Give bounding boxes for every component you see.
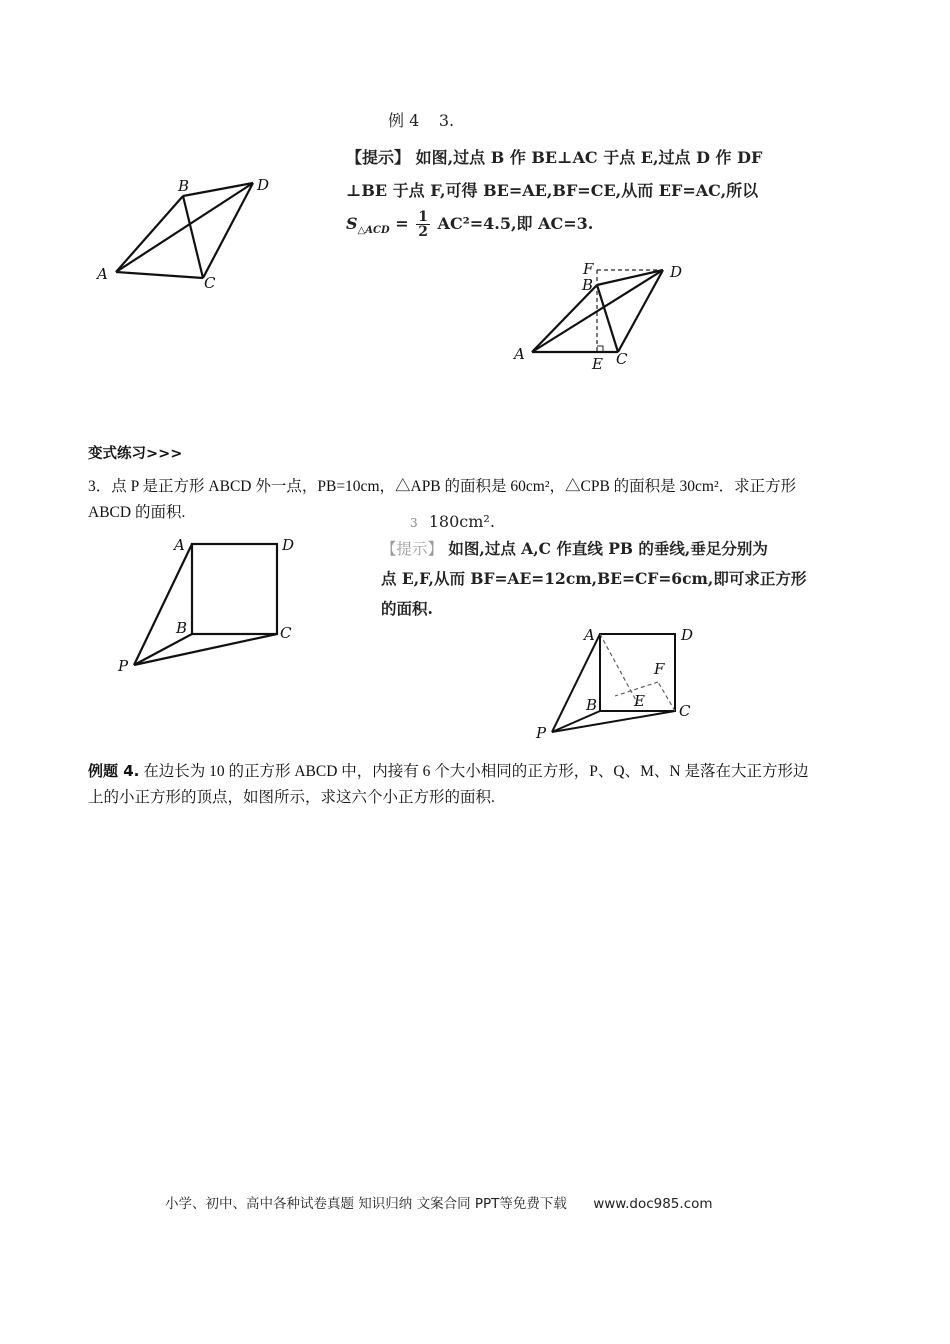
fig4-label-d: D (681, 626, 694, 644)
figure-square-perpendiculars (530, 622, 710, 744)
fig4-label-e: E (634, 692, 645, 710)
example5-label: 例题 4. (88, 762, 140, 780)
fig2-label-c: C (616, 350, 628, 368)
variation-problem-line1: 3．点 P 是正方形 ABCD 外一点，PB=10cm，△APB 的面积是 60cm²，△CPB 的面积是 30cm²．求正方形 (88, 478, 797, 495)
fig3-label-b: B (176, 619, 188, 637)
page-footer (165, 1192, 713, 1212)
variation-hint-line3: 的面积. (381, 599, 433, 618)
fig4-label-f: F (654, 660, 665, 678)
fig2-label-f: F (583, 260, 594, 278)
variation-hint-text1: 如图,过点 A,C 作直线 PB 的垂线,垂足分别为 (448, 539, 768, 558)
fig2-label-b: B (582, 276, 594, 294)
example5-line1 (88, 758, 878, 785)
example4-hint (346, 141, 866, 247)
fig2-label-d: D (670, 263, 683, 281)
example4-hint-text1: 如图,过点 B 作 BE⊥AC 于点 E,过点 D 作 DF (415, 148, 763, 167)
example4-hint-text3: AC²=4.5,即 AC=3. (437, 214, 594, 233)
fraction-denominator: 2 (418, 224, 428, 240)
one-half-fraction (416, 210, 430, 239)
footer-url[interactable]: www.doc985.com (593, 1196, 713, 1212)
fig1-label-a: A (97, 265, 108, 283)
variation-answer-value: 180cm². (428, 512, 495, 531)
example4-hint-line1 (346, 141, 866, 174)
fig1-label-d: D (257, 176, 270, 194)
figure-parallelogram (90, 170, 290, 300)
fig4-label-c: C (679, 702, 691, 720)
fraction-numerator: 1 (418, 209, 428, 225)
footer-text: 小学、初中、高中各种试卷真题 知识归纳 文案合同 PPT等免费下载 (165, 1196, 567, 1212)
fig3-label-d: D (282, 536, 295, 554)
example4-hint-line2: ⊥BE 于点 F,可得 BE=AE,BF=CE,从而 EF=AC,所以 (346, 181, 759, 200)
fig3-label-a: A (174, 536, 185, 554)
equals-sign: = (395, 214, 409, 233)
example4-answer-value: 3. (438, 111, 455, 130)
fig4-label-a: A (584, 626, 595, 644)
example4-hint-tag: 【提示】 (346, 148, 411, 167)
example5-text1: 在边长为 10 的正方形 ABCD 中，内接有 6 个大小相同的正方形，P、Q、M、N 是落在大正方形边 (143, 763, 809, 780)
variation-number: 3 (410, 516, 418, 530)
variation-hint-line1 (381, 534, 861, 564)
variation-problem-line2: ABCD 的面积. (88, 504, 186, 521)
fig3-label-p: P (118, 657, 129, 675)
fig2-label-e: E (592, 355, 603, 373)
area-symbol: S (346, 214, 358, 233)
fig1-label-c: C (204, 274, 216, 292)
variation-hint (381, 534, 861, 624)
example4-number: 例 4 (388, 111, 420, 130)
fig1-label-b: B (178, 177, 190, 195)
variation-heading: 变式练习>>> (88, 446, 183, 462)
fig3-label-c: C (280, 624, 292, 642)
example4-hint-line3 (346, 207, 866, 247)
variation-hint-tag: 【提示】 (381, 540, 444, 558)
example4-answer (388, 104, 454, 137)
figure-parallelogram-perpendiculars (508, 258, 698, 376)
area-subscript: △ACD (357, 225, 390, 237)
example5-line2: 上的小正方形的顶点，如图所示，求这六个小正方形的面积. (88, 789, 495, 806)
example5-problem (88, 758, 878, 811)
figure-square-point-p (112, 530, 322, 680)
fig2-label-a: A (514, 345, 525, 363)
variation-hint-line2: 点 E,F,从而 BF=AE=12cm,BE=CF=6cm,即可求正方形 (381, 569, 807, 588)
fig4-label-b: B (586, 696, 598, 714)
fig4-label-p: P (536, 724, 547, 742)
